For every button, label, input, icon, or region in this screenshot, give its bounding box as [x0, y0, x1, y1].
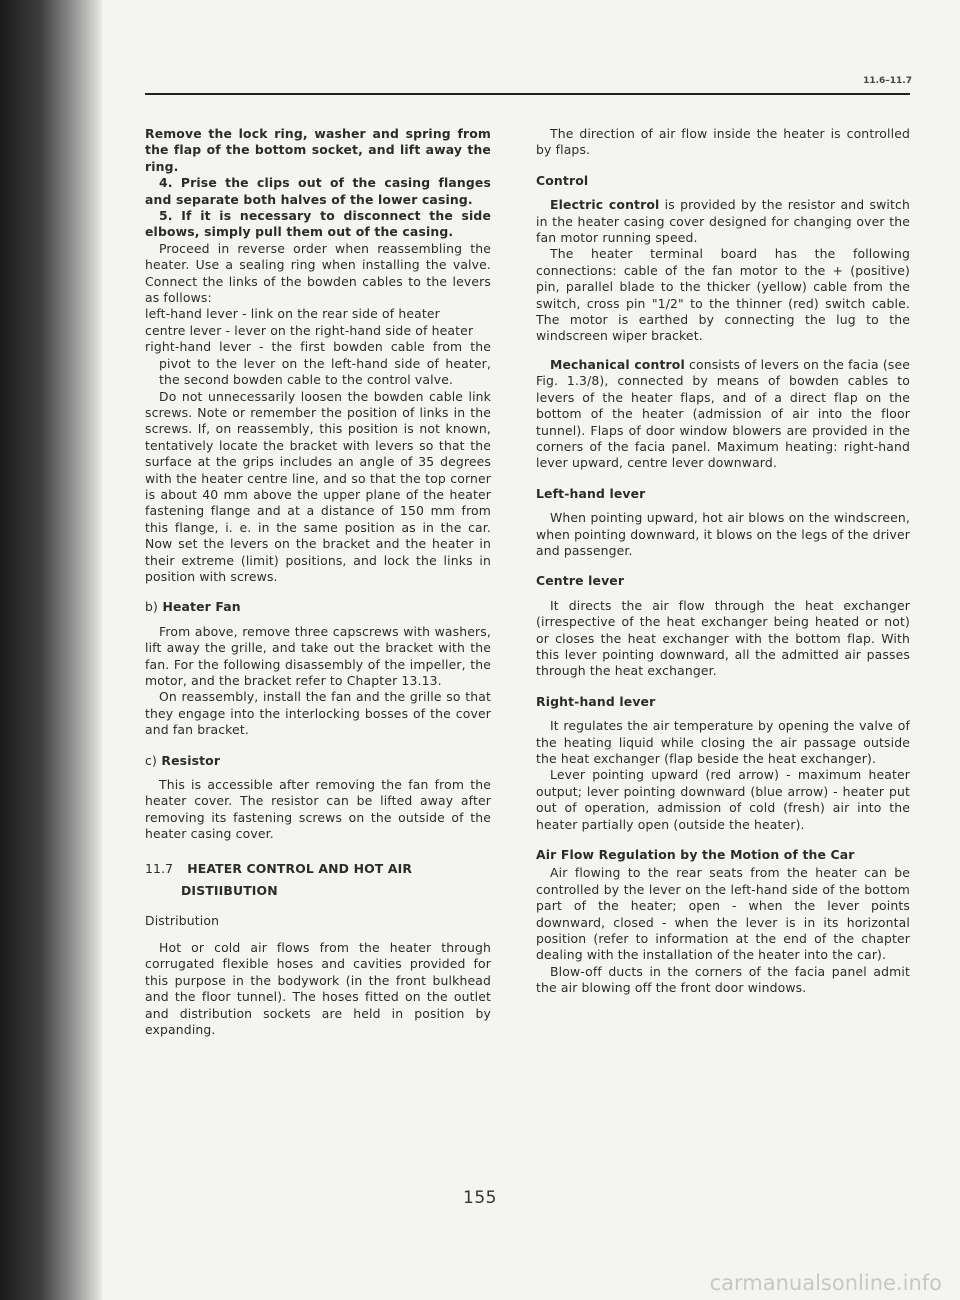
binding-shadow	[0, 0, 102, 1300]
page-number: 155	[463, 1188, 497, 1208]
para-mechanical-control	[536, 357, 910, 472]
para-electric-control	[536, 197, 910, 246]
heading-air-flow-regulation: Air Flow Regulation by the Motion of the Car	[536, 847, 855, 863]
heading-left-hand-lever: Left-hand lever	[536, 485, 646, 501]
heading-right-hand-lever: Right-hand lever	[536, 693, 656, 709]
electric-control-text: is provided by the resistor and switch in the heater casing cover designed for changing over the fan motor running speed.	[536, 197, 910, 246]
lever-right-link: right-hand lever - the first bowden cable from the pivot to the lever on the left-hand side of heater, the second bowden cable to the control valve.	[145, 339, 491, 388]
para-fan-removal: From above, remove three capscrews with washers, lift away the grille, and take out the bracket with the fan. For the following disassembly of the impeller, the motor, and the bracket refer to Chapter 13.13.	[145, 623, 491, 688]
para-lever-positions: Lever pointing upward (red arrow) - maximum heater output; lever pointing downward (blue arrow) - heater put out of operation, admission of cold (fresh) air into the heater partially open (outside the heater).	[536, 767, 910, 832]
para-distribution: Hot or cold air flows from the heater through corrugated flexible hoses and cavities provided for this purpose in the bodywork (in the front bulkhead and the floor tunnel). The hoses fitted on the outlet and distribution sockets are held in position by expanding.	[145, 939, 491, 1037]
subsection-resistor	[145, 753, 491, 769]
subsection-prefix: b)	[145, 599, 158, 615]
section-heading-11-7	[145, 861, 491, 900]
mechanical-control-lead: Mechanical control	[550, 356, 685, 372]
lever-centre-link: centre lever - lever on the right-hand side of heater	[145, 322, 474, 338]
para-do-not-loosen: Do not unnecessarily loosen the bowden cable link screws. Note or remember the position of links in the screws. If, on reassembly, this position is not known, tentatively locate the bracket with levers so that the surface at the grips includes an angle of 35 degrees with the heater centre line, and so that the top corner is about 40 mm above the upper plane of the heater fastening flange and at a distance of 150 mm from this flange, i. e. in the same position as in the car. Now set the levers on the bracket and the heater in their extreme (limit) positions, and lock the links in position with screws.	[145, 388, 491, 584]
mechanical-control-text: consists of levers on the facia (see Fig. 1.3/8), connected by means of bowden cables to levers of the heater flaps, and of a direct flap on the bottom of the heater (admission of air into the floor tunnel). Flaps of door window blowers are provided in the corners of the facia panel. Maximum heating: right-hand lever upward, centre lever downward.	[536, 356, 910, 471]
heading-distribution: Distribution	[145, 913, 220, 929]
page-reference: 11.6–11.7	[863, 76, 912, 86]
para-air-flow-rear: Air flowing to the rear seats from the heater can be controlled by the lever on the left-hand side of the bottom part of the heater; open - when the lever points downward, closed - when the lever is in its horizontal position (refer to information at the end of the chapter dealing with the installation of the heater into the car).	[536, 865, 910, 963]
step-4-text: Prise the clips out of the casing flanges and separate both halves of the lower casing.	[145, 175, 492, 207]
para-proceed: Proceed in reverse order when reassembling the heater. Use a sealing ring when installing the valve. Connect the links of the bowden cables to the levers as follows:	[145, 240, 491, 306]
para-terminal-board: The heater terminal board has the following connections: cable of the fan motor to the + (positive) pin, parallel blade to the thicker (yellow) cable from the switch, cross pin "1/2" to the thinner (red) switch cable. The motor is earthed by connecting the lug to the windscreen wiper bracket.	[536, 246, 910, 344]
step-4	[145, 175, 491, 208]
step-4-number: 4.	[159, 175, 173, 191]
step-5-text: If it is necessary to disconnect the side elbows, simply pull them out of the casing.	[145, 208, 491, 240]
para-blow-off-ducts: Blow-off ducts in the corners of the facia panel admit the air blowing off the front door windows.	[536, 963, 910, 996]
subsection-title: Resistor	[161, 752, 221, 768]
para-right-hand-lever: It regulates the air temperature by opening the valve of the heating liquid while closing the air passage outside the heat exchanger (flap beside the heat exchanger).	[536, 718, 910, 766]
heading-control: Control	[536, 172, 589, 188]
lever-left-link: left-hand lever - link on the rear side of heater	[145, 306, 440, 322]
header-rule	[145, 93, 910, 95]
para-centre-lever: It directs the air flow through the heat exchanger (irrespective of the heat exchanger being heated or not) or closes the heat exchanger with the bottom flap. With this lever pointing downward, all the admitted air passes through the heat exchanger.	[536, 597, 910, 679]
right-column	[536, 126, 910, 997]
para-airflow-direction: The direction of air flow inside the heater is controlled by flaps.	[536, 126, 910, 158]
watermark: carmanualsonline.info	[709, 1271, 942, 1295]
left-column	[145, 126, 491, 1038]
subsection-title: Heater Fan	[162, 599, 241, 615]
section-title-line-1: HEATER CONTROL AND HOT AIR	[187, 860, 413, 876]
subsection-prefix: c)	[145, 752, 157, 768]
step-5	[145, 208, 491, 241]
step-5-number: 5.	[159, 208, 173, 224]
section-title-line-2: DISTIIBUTION	[181, 883, 278, 899]
electric-control-lead: Electric control	[550, 197, 660, 213]
para-left-hand-lever: When pointing upward, hot air blows on the windscreen, when pointing downward, it blows on the legs of the driver and passenger.	[536, 510, 910, 558]
para-resistor: This is accessible after removing the fan from the heater cover. The resistor can be lifted away after removing its fastening screws on the outside of the heater casing cover.	[145, 777, 491, 842]
para-fan-reassembly: On reassembly, install the fan and the grille so that they engage into the interlocking bosses of the cover and fan bracket.	[145, 689, 491, 738]
para-remove-lock-ring: Remove the lock ring, washer and spring from the flap of the bottom socket, and lift away the ring.	[145, 126, 491, 174]
section-number: 11.7	[145, 860, 174, 876]
subsection-heater-fan	[145, 599, 491, 615]
heading-centre-lever: Centre lever	[536, 573, 625, 589]
